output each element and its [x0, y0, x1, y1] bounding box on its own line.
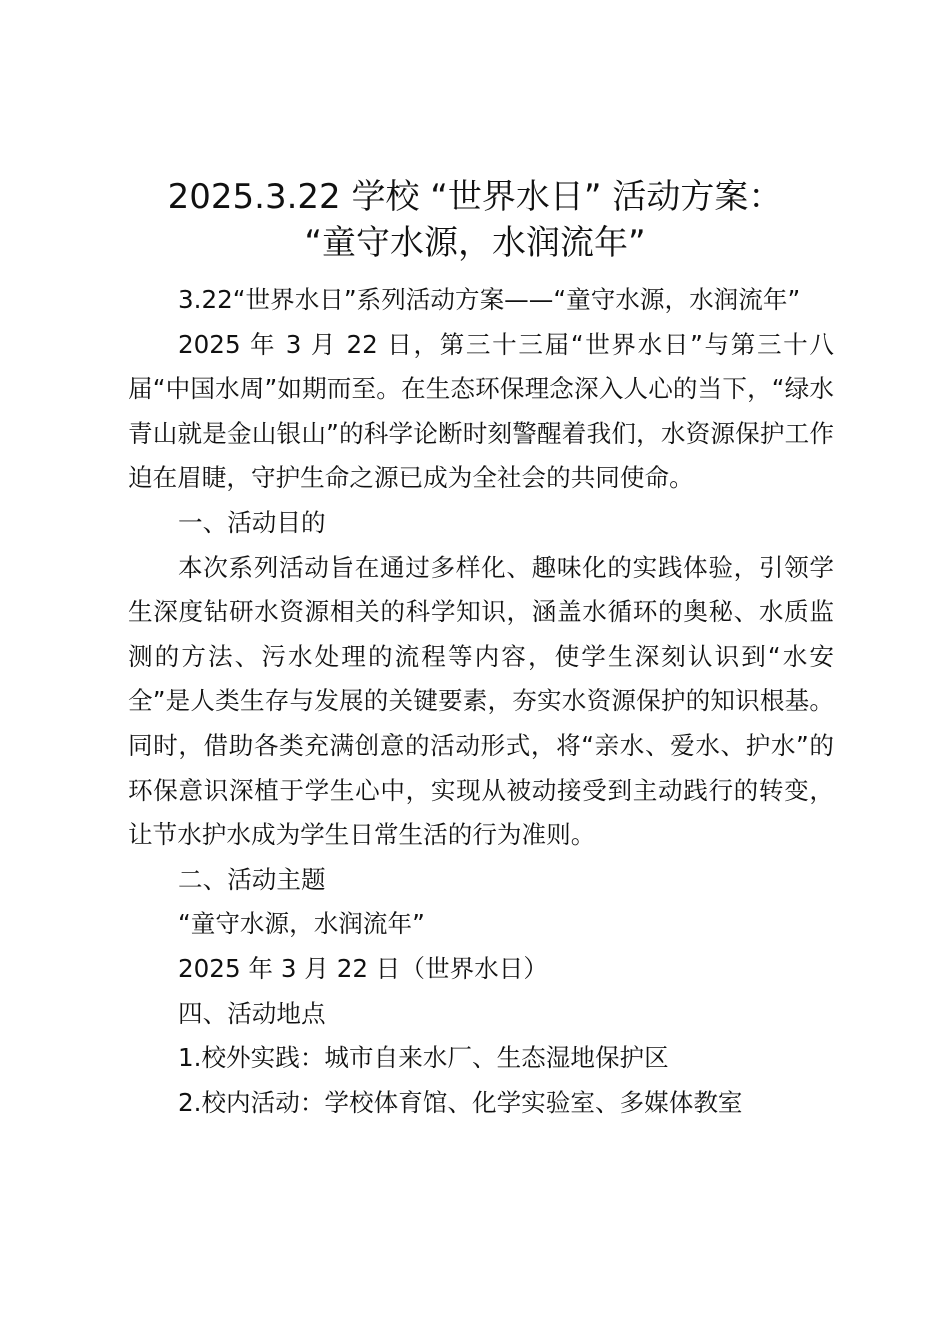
- paragraph-intro: 2025 年 3 月 22 日，第三十三届“世界水日”与第三十八届“中国水周”如期而至。在生态环保理念深入人心的当下，“绿水青山就是金山银山”的科学论断时刻警醒着我们，水资源保护工作迫在眉睫，守护生命之源已成为全社会的共同使命。: [128, 329, 834, 493]
- title-line-1: 2025.3.22 学校 “世界水日” 活动方案：: [167, 177, 783, 217]
- heading-location: 四、活动地点: [178, 998, 326, 1028]
- heading-purpose: 一、活动目的: [178, 507, 326, 537]
- list-item-location-1: 1.校外实践：城市自来水厂、生态湿地保护区: [178, 1043, 669, 1073]
- paragraph-subtitle: 3.22“世界水日”系列活动方案——“童守水源，水润流年”: [178, 285, 801, 314]
- document-title: [120, 174, 830, 266]
- paragraph-theme: “童守水源，水润流年”: [178, 909, 425, 939]
- list-item-location-2: 2.校内活动：学校体育馆、化学实验室、多媒体教室: [178, 1087, 743, 1117]
- paragraph-purpose: 本次系列活动旨在通过多样化、趣味化的实践体验，引领学生深度钻研水资源相关的科学知识，涵盖水循环的奥秘、水质监测的方法、污水处理的流程等内容，使学生深刻认识到“水安全”是人类生存与发展的关键要素，夯实水资源保护的知识根基。同时，借助各类充满创意的活动形式，将“亲水、爱水、护水”的环保意识深植于学生心中，实现从被动接受到主动践行的转变，让节水护水成为学生日常生活的行为准则。: [128, 552, 834, 850]
- title-line-2: “童守水源，水润流年”: [304, 223, 646, 263]
- heading-theme: 二、活动主题: [178, 864, 326, 894]
- paragraph-date: 2025 年 3 月 22 日（世界水日）: [178, 953, 548, 983]
- document-body: [128, 278, 834, 1125]
